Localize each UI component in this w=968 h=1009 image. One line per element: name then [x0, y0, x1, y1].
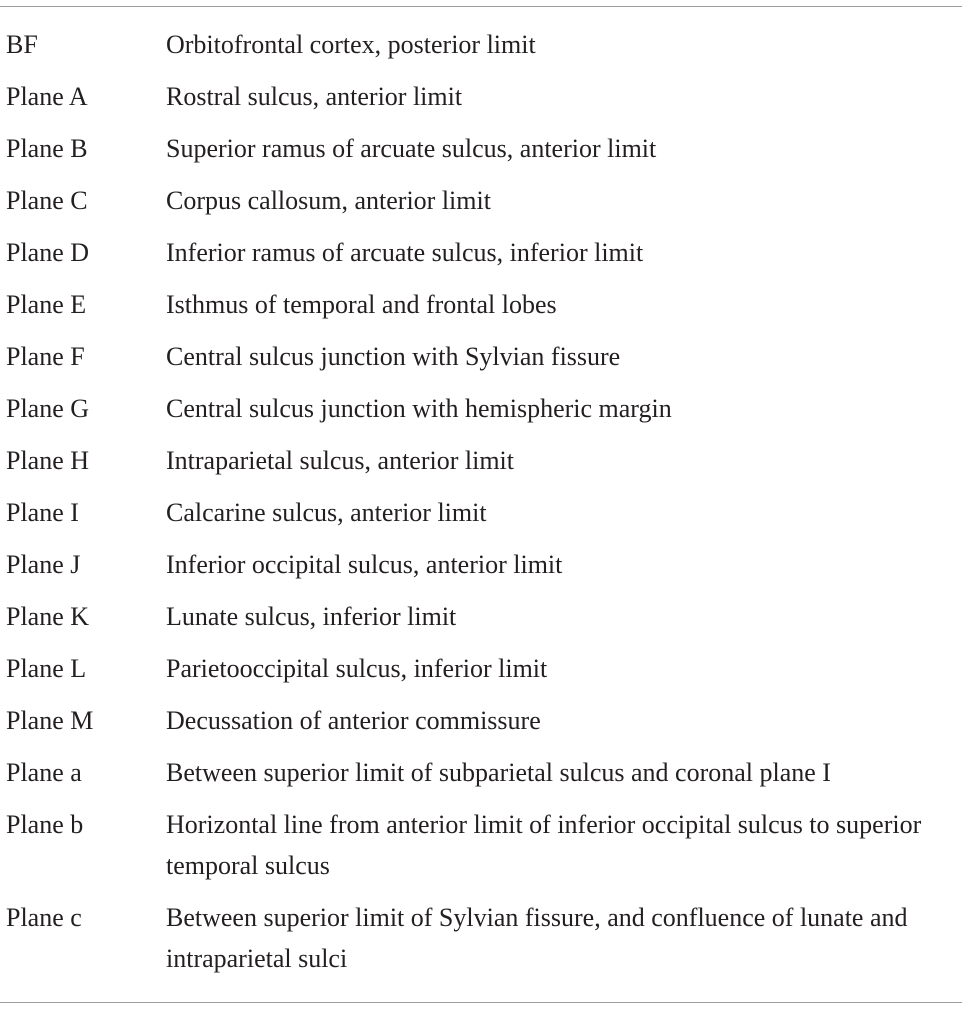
plane-label: Plane E [6, 290, 87, 319]
planes-table [0, 24, 962, 990]
plane-label: Plane b [6, 810, 84, 839]
plane-description: Parietooccipital sulcus, inferior limit [166, 654, 548, 683]
plane-label: Plane I [6, 498, 79, 527]
plane-description: Central sulcus junction with hemispheric margin [166, 394, 672, 423]
plane-label: Plane C [6, 186, 88, 215]
table-row [0, 232, 962, 284]
plane-description: Superior ramus of arcuate sulcus, anterior limit [166, 134, 657, 163]
table-bottom-rule [0, 1002, 962, 1003]
table-row [0, 388, 962, 440]
table-row [0, 284, 962, 336]
table-row [0, 544, 962, 596]
table-top-rule [0, 6, 962, 7]
plane-label: Plane K [6, 602, 90, 631]
table-row [0, 180, 962, 232]
table-row [0, 752, 962, 804]
plane-description: Isthmus of temporal and frontal lobes [166, 290, 557, 319]
table-row [0, 492, 962, 544]
plane-label: Plane B [6, 134, 88, 163]
table-row [0, 440, 962, 492]
plane-label: Plane G [6, 394, 90, 423]
plane-description: Corpus callosum, anterior limit [166, 186, 491, 215]
plane-description: Horizontal line from anterior limit of inferior occipital sulcus to superior temporal sulcus [166, 810, 922, 880]
plane-label: Plane L [6, 654, 87, 683]
plane-label: Plane a [6, 758, 82, 787]
table-row [0, 804, 962, 897]
table-row [0, 648, 962, 700]
plane-label: Plane J [6, 550, 81, 579]
table-row [0, 897, 962, 990]
plane-label: Plane H [6, 446, 90, 475]
plane-description: Orbitofrontal cortex, posterior limit [166, 30, 536, 59]
plane-description: Between superior limit of Sylvian fissure, and confluence of lunate and intraparietal sulci [166, 903, 908, 973]
table-row [0, 76, 962, 128]
plane-label: Plane A [6, 82, 88, 111]
plane-label: Plane D [6, 238, 90, 267]
plane-description: Calcarine sulcus, anterior limit [166, 498, 487, 527]
table-row [0, 128, 962, 180]
plane-label: Plane M [6, 706, 94, 735]
table-row [0, 596, 962, 648]
plane-description: Inferior occipital sulcus, anterior limit [166, 550, 563, 579]
plane-label: BF [6, 30, 38, 59]
plane-description: Central sulcus junction with Sylvian fissure [166, 342, 621, 371]
table-row [0, 336, 962, 388]
table-row [0, 700, 962, 752]
plane-description: Lunate sulcus, inferior limit [166, 602, 457, 631]
plane-description: Decussation of anterior commissure [166, 706, 541, 735]
plane-description: Between superior limit of subparietal sulcus and coronal plane I [166, 758, 831, 787]
plane-label: Plane F [6, 342, 85, 371]
plane-description: Inferior ramus of arcuate sulcus, inferior limit [166, 238, 644, 267]
plane-description: Intraparietal sulcus, anterior limit [166, 446, 514, 475]
plane-description: Rostral sulcus, anterior limit [166, 82, 463, 111]
table-row [0, 24, 962, 76]
plane-label: Plane c [6, 903, 82, 932]
